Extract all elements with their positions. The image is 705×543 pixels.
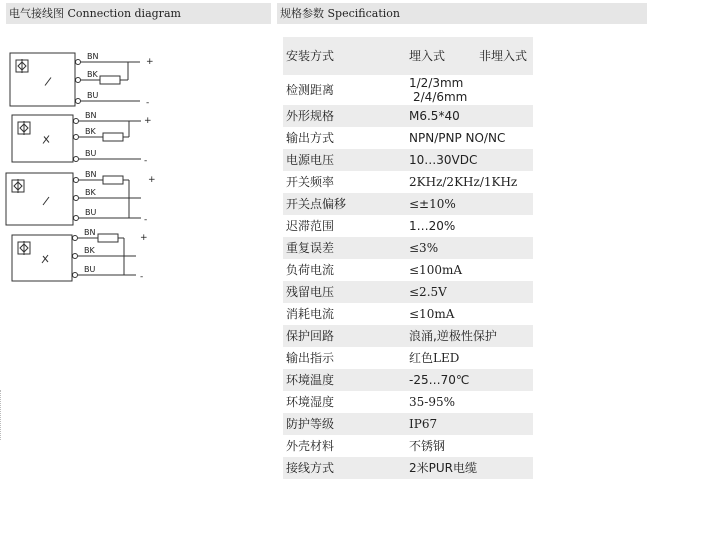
wire-label: BK	[85, 188, 96, 197]
plus-sign: +	[148, 175, 156, 185]
load-resistor-icon	[100, 76, 120, 84]
plus-sign: +	[144, 116, 152, 126]
specification-title-en: Specification	[327, 7, 400, 20]
spec-label: 防护等级	[283, 413, 406, 435]
terminal-dot	[74, 157, 79, 162]
spec-row	[283, 193, 533, 215]
spec-value: 1…20%	[409, 219, 456, 233]
terminal-dot	[73, 254, 78, 259]
spec-label: 开关频率	[286, 175, 335, 189]
spec-row-range	[283, 75, 533, 105]
wire-label: BU	[84, 265, 96, 274]
spec-label: 消耗电流	[286, 307, 335, 321]
spec-value: 2KHz/2KHz/1KHz	[409, 175, 518, 189]
wire-label: BU	[87, 91, 99, 100]
specification-header	[277, 3, 647, 24]
mount-value-flush: 埋入式	[409, 49, 446, 63]
spec-row	[283, 457, 533, 479]
wire-label: BN	[85, 111, 97, 120]
wire-label: BK	[84, 246, 95, 255]
spec-label: 保护回路	[283, 325, 406, 347]
range-value-a: 1/2/3mm	[409, 76, 464, 90]
spec-value: 2米PUR电缆	[406, 457, 533, 479]
spec-row	[283, 237, 533, 259]
wire-label: BN	[85, 170, 97, 179]
spec-label: 电源电压	[283, 149, 406, 171]
wiring-diagram	[10, 52, 154, 108]
minus-sign: -	[144, 156, 148, 166]
sensor-body	[6, 173, 73, 225]
terminal-dot	[74, 178, 79, 183]
spec-value: M6.5*40	[406, 105, 533, 127]
terminal-dot	[76, 99, 81, 104]
spec-label: 接线方式	[283, 457, 406, 479]
spec-label: 安装方式	[283, 37, 406, 75]
spec-row	[283, 413, 533, 435]
spec-label: 负荷电流	[286, 263, 335, 277]
connection-diagram-title-en: Connection diagram	[67, 7, 181, 20]
spec-label: 外形规格	[283, 105, 406, 127]
wire-label: BU	[85, 149, 97, 158]
spec-row	[283, 391, 533, 413]
terminal-dot	[74, 119, 79, 124]
terminal-dot	[73, 236, 78, 241]
spec-label: 输出指示	[286, 351, 335, 365]
switch-no-icon	[45, 78, 51, 86]
spec-row	[283, 215, 533, 237]
terminal-dot	[74, 216, 79, 221]
spec-label: 开关点偏移	[283, 193, 406, 215]
spec-label: 残留电压	[283, 281, 406, 303]
spec-value	[406, 75, 533, 105]
spec-value: ≤100mA	[409, 263, 463, 277]
connection-diagram-title-cn: 电气接线图	[9, 7, 64, 20]
terminal-dot	[73, 273, 78, 278]
terminal-dot	[74, 135, 79, 140]
spec-value	[406, 37, 533, 75]
minus-sign: -	[140, 272, 144, 282]
spec-row	[283, 259, 533, 281]
switch-no-icon	[43, 197, 49, 205]
wiring-diagram	[12, 228, 148, 282]
spec-row	[283, 105, 533, 127]
minus-sign: -	[146, 98, 150, 108]
range-value-b: 2/4/6mm	[413, 90, 468, 104]
spec-label: 检测距离	[286, 83, 335, 97]
spec-row	[283, 347, 533, 369]
terminal-dot	[76, 78, 81, 83]
spec-value: NPN/PNP NO/NC	[409, 131, 506, 145]
spec-label: 环境温度	[283, 369, 406, 391]
wiring-diagram	[12, 111, 152, 166]
wiring-diagrams	[0, 40, 175, 290]
specification-table	[283, 37, 533, 479]
terminal-dot	[76, 60, 81, 65]
wire-label: BK	[85, 127, 96, 136]
wire-label: BN	[84, 228, 96, 237]
connection-diagram-header	[6, 3, 271, 24]
spec-row	[283, 281, 533, 303]
spec-value: 红色LED	[409, 351, 460, 365]
spec-label: 重复误差	[283, 237, 406, 259]
spec-label: 环境湿度	[286, 395, 335, 409]
mount-value-nonflush: 非埋入式	[478, 49, 527, 63]
spec-row	[283, 325, 533, 347]
spec-row	[283, 127, 533, 149]
spec-row	[283, 435, 533, 457]
wiring-diagram	[6, 170, 156, 225]
spec-value: 35-95%	[409, 395, 455, 409]
specification-title-cn: 规格参数	[280, 7, 324, 20]
plus-sign: +	[140, 233, 148, 243]
terminal-dot	[74, 196, 79, 201]
spec-value: 不锈钢	[409, 439, 446, 453]
spec-value: ≤3%	[406, 237, 533, 259]
load-resistor-icon	[103, 176, 123, 184]
spec-row-mount	[283, 37, 533, 75]
edge-divider	[0, 390, 2, 440]
spec-row	[283, 149, 533, 171]
spec-label: 外壳材料	[286, 439, 335, 453]
sensor-body	[10, 53, 75, 106]
minus-sign: -	[144, 215, 148, 225]
wire-label: BU	[85, 208, 97, 217]
spec-value: ≤±10%	[406, 193, 533, 215]
load-resistor-icon	[103, 133, 123, 141]
wire-label: BN	[87, 52, 99, 61]
spec-value: 浪涌,逆极性保护	[406, 325, 533, 347]
plus-sign: +	[146, 57, 154, 67]
spec-row	[283, 369, 533, 391]
spec-value: ≤2.5V	[406, 281, 533, 303]
spec-value: -25…70℃	[406, 369, 533, 391]
load-resistor-icon	[98, 234, 118, 242]
spec-row	[283, 303, 533, 325]
spec-label: 迟滞范围	[286, 219, 335, 233]
spec-label: 输出方式	[286, 131, 335, 145]
spec-value: ≤10mA	[409, 307, 455, 321]
wire-label: BK	[87, 70, 98, 79]
spec-row	[283, 171, 533, 193]
spec-value: IP67	[406, 413, 533, 435]
spec-value: 10…30VDC	[406, 149, 533, 171]
